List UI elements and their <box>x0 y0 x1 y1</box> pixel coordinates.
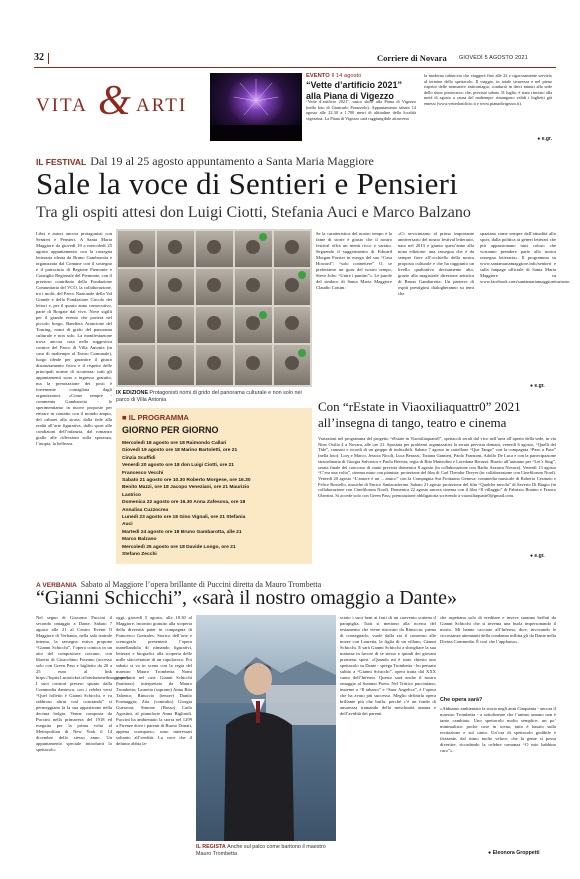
program-item: Domenica 22 agosto ore 16.30 Anna Zafesova, ore 18 <box>122 500 246 506</box>
verbania-column-4b: «Abbiamo ambientato la storia negli anni Cinquanta - ancora il maestro Trombetta - a sottolineare che l’animo umano non è tanto cambiato. Uno spettacolo molto semplice, un po’ minimalista: poche cose in scena, tutto è basato sulla recitazione e sul canto. Un’ora di spettacolo godibile e frizzante, dal ritmo molto veloce, che la gente si possa divertire, ricordando la celebre romanza “O mio babbino caro”». <box>440 706 556 753</box>
festival-column-1: Libri e autori ancora protagonisti con Sentieri e Pensieri. A Santa Maria Maggiore da giovedì 19 a mercoledì 25 agosto appuntamento con la rassegna letteraria ideata da Bruno Gambarotta e organizzata dal Comune con il sostegno e il patrocinio di Regione Piemonte e Consiglio Regionale del Piemonte, con il prezioso contributo della Fondazione Comunitaria del VCO, la collaborazione, tra i molti, del Parco Nazionale della Val Grande e della Fondazione Circolo dei lettori e, per il quarto anno consecutivo, parte di Borgate dal vivo. Nove sigilli per il grande evento che porterà nel piccolo borgo, Bandiera Arancione del Touring, nomi di grido del panorama culturale e non solo. La manifestazione trova ancora casa nella suggestiva cornice del Parco di Villa Antonia (in caso di maltempo al Teatro Comunale), luogo ideale per garantire il giusto distanziamento fisico e il rispetto delle principali norme di sicurezza: tutti gli appuntamenti sono a ingresso gratuito, ma la prenotazione dei posti è fortemente consigliata dagli organizzatori. «Come sempre - commenta Gambarotta - le sperimentiamo in nuove proposte per entrare in contatto con il mondo ampio, del cabaret alla storia, dalla fede alla realtà all’arte figurativa, dallo sport alle condizioni dell’infanzia, dal romanzo giallo alle riflessioni sulla speranza, l’utopia, la bellezza. <box>36 231 112 446</box>
director-photo-caption <box>196 844 336 857</box>
verbania-headline: “Gianni Schicchi”, «sarà il nostro omaggio a Dante» <box>36 587 457 609</box>
verbania-column-1: Nel segno di Giacomo Puccini il secondo omaggio a Dante. Sabato 7 agosto alle 21 al Centro Eventi Il Maggiore di Verbania, nella sala teatrale interna, la rassegna estiva propone “Gianni Schicchi”, l’opera comica in un atto del compositore toscano, con libretto di Gioacchino Forzano (accesso solo con Green Pass e biglietto da 20 a 25 euro al link https://loptix1.mioticket.it/fondazioneilmaggiore/). I suoi creatori presero spunto dalla Commedia dantesca: con i celebri versi “Quel folletto è Gianni Schicchi, e va rabbioso altrui così conciando” si permeggiano fa la sua apparizione nella decima bolgia. Venne composta da Puccini nella primavera del 1918 ed eseguita per la prima volta al Metropolitan di New York il 14 dicembre dello stesso anno. Un appuntamento speciale introdurrà lo spettacolo: <box>36 615 130 752</box>
festival-kicker <box>36 152 556 166</box>
festival-headline: Sale la voce di Sentieri e Pensieri <box>36 166 458 201</box>
event-right-column: la moderna cabinovia che viaggerà fino alle 22 e rigorosamente servizio al termine dello spettacolo. Il viaggio, in totale sicurezza e nel pieno rispetto delle normative anticontagio, condurrà in dieci minuti alla sede dello show pirotecnico che, previsto sabato 31 luglio, è stato rinviato alla metà di agosto a causa del maltempo: rimangono validi i biglietti già emessi (www.vettedartificio.it e www.pianadivigezzo.it). <box>424 73 552 106</box>
verbania-column-4: che aspettano solo di ereditare e invece saranno beffati da Gianni Schicchi che si inventa una burla impersonando il morto. Mi hanno cacciato all’Inferno, dice, invocando le circostanze attenuanti della condanna inflitta gli da Dante nella Divina Commedia. È così che l’applauso». <box>440 615 556 644</box>
fireworks-photo <box>210 73 302 141</box>
section-title-right: ARTI <box>136 95 188 116</box>
event-signature: ● e.gr. <box>537 136 552 142</box>
guest-photo-grid <box>116 229 312 387</box>
verbania-kicker-tag: A VERBANIA <box>36 582 77 589</box>
event-title-line1: “Vette d’artificio 2021” <box>306 80 403 90</box>
restate-body: Variazioni nel programma del progetto “rEstate in Viaoxiliaquattr0”, spettacoli serali dal vivo nell’area all’aperto della sede, in via Nino Oxilia 4 a Novara, alle ore 21. Spostata per problemi organizzativi la serata prevista domani, venerdì 6 agosto, “Quelli del Tide”, canzoni e ricordi di un gruppo di indiscibili. Sabato 7 agosto in cartellone “Que Tango” con la compagnia “Paso a Paso” (nella foto): Lory e Marco, Jessica Nicoli, Luca Berazzi, Tiziana Granieri, Paolo Franzoni, Adolfo De Luca e con la partecipazione straordinaria di Giorgia Salvatico e Paolo Beretta; regia di Rita Matteolini e Loredana Berazzi. Rinvio all’autunno per “Let’s Sing”, serata finale del concorso di canto prevista domenica 8 agosto (in collaborazione con Radio Azzurra Novara). Venerdì 13 agosto “C’era una volta”, cinema muto con pianista: proiezione del film di Carl Theodor Dreyer (in collaborazione con Cinefilorum Nord). Venerdì 20 agosto “L’amore è un ... amico” con la Compagnia Sui Frottanno Genova: commedia musicale di Roberto Cesinzio e Felice Rossello, musiche di Enrico Santacatterina. Sabato 21 agosto proiezione del film “Qualche nuvola” di Saverio Di Biagio (in collaborazione con Cinefilorum Nord). Domenica 22 agosto ancora cinema con il film “Il villaggio” di Fabrizio Bonino e Franco Ubertini. Si accede solo con Green Pass; prenotazione obbligatoria scrivendo a viaoxiliaquattr0@gmail.com. <box>318 436 556 499</box>
festival-subheadline: Tra gli ospiti attesi don Luigi Ciotti, Stefania Auci e Marco Balzano <box>36 204 471 221</box>
header-divider <box>48 53 49 64</box>
restate-headline-line2: all’insegna di tango, teatro e cinema <box>318 415 507 430</box>
newspaper-name: Corriere di Novara <box>377 53 447 63</box>
festival-kicker-tag: IL FESTIVAL <box>36 157 87 167</box>
verbania-kicker <box>36 574 556 589</box>
director-photo-graphic <box>196 615 336 841</box>
program-item: Giovedì 19 agosto ore 18 Marino Bartoletti, ore 21 <box>122 448 238 454</box>
program-item: Sabato 21 agosto ore 10.30 Roberto Morgese, ore 16.30 <box>122 478 251 484</box>
program-item: Auci <box>122 522 133 528</box>
program-item: Venerdì 20 agosto ore 18 don Luigi Ciotti, ore 21 <box>122 463 234 469</box>
festival-column-3: «Ci avviciniamo al primo importante anniversario del nostro festival letterario, nato nel 2013 e giunto quest’anno alla nona edizione: una rassegna che è da sempre fiore all’occhiello della nostra proposta culturale e che ha raggiunto un livello qualitativo decisamente alto, grazie alla magistrale direzione artistica di Bruno Gambarotta. Un parterre di ospiti prestigiosi dialogheranno su temi che <box>398 231 474 296</box>
program-title: GIORNO PER GIORNO <box>122 425 219 435</box>
festival-kicker-text: Dal 19 al 25 agosto appuntamento a Santa Maria Maggiore <box>90 154 374 168</box>
section-title <box>36 79 206 127</box>
restate-headline-line1: Con “rEstate in Viaoxiliaquattr0” 2021 <box>318 399 521 414</box>
festival-column-4: spaziano come sempre dall’attualità allo sport, dalla politica ai generi letterari che più appassionano tutti coloro che vorranno prendere parte alla nostra rassegna letteraria». Il programma su www.santamariamaggiore.info/sentieri e sulla fanpage ufficiale di Santa Maria Maggiore su www.facebook.com/santamariamaggioreturismo. <box>480 231 571 284</box>
program-item: Benito Mazzi, ore 18 Jacopo Veneziani, ore 21 Maurizio <box>122 485 250 491</box>
program-list <box>122 440 308 559</box>
fireworks-graphic <box>210 73 302 141</box>
program-item: Stefano Zecchi <box>122 552 157 558</box>
program-item: Marco Balzano <box>122 537 157 543</box>
page-header <box>34 52 556 66</box>
event-tag: EVENTO <box>306 73 330 79</box>
guest-photo-caption-tag: IX EDIZIONE <box>116 390 149 396</box>
verbania-subhead: Che opera sarà? <box>440 697 483 703</box>
header-rule <box>34 67 556 68</box>
program-bullet-icon: ■ <box>122 413 127 422</box>
program-box <box>116 408 312 564</box>
director-photo-caption-tag: IL REGISTA <box>196 844 226 850</box>
header-date: GIOVEDÌ 5 AGOSTO 2021 <box>459 55 528 61</box>
program-item: Cinzia Scaffidi <box>122 455 156 461</box>
festival-column-2: Se la caratteristica del nostro tempo è la fame di storie è giusto che il nostro festival offra un menù ricco e variato. Seguendo il suggerimento di Edward Morgan Forster in esergo del suo “Casa Howard”: “solo connettere” O, se preferiamo un guru del nostro tempo, Steve Jobs: “Unire i puntini”». Le parole del sindaco di Santa Maria Maggiore Claudio Cottini: <box>316 231 392 290</box>
program-item: Martedì 24 agosto ore 18 Bruno Gambarotta, alle 21 <box>122 529 242 535</box>
verbania-kicker-text: Sabato al Maggiore l’opera brillante di Puccini diretta da Mauro Trombetta <box>80 580 322 589</box>
program-item: Lunedì 23 agosto ore 18 Gino Vignali, ore 21 Stefania <box>122 515 246 521</box>
section-title-amp: & <box>98 78 131 124</box>
page-number: 32 <box>34 52 44 63</box>
guest-photo-caption-text: Protagonisti nomi di grido del panorama culturale e non solo nel parco di Villa Antonia <box>116 390 302 403</box>
director-photo <box>196 615 336 841</box>
verbania-signature: ● Eleonora Groppetti <box>488 850 540 856</box>
guest-photo-grid-graphic <box>116 229 312 387</box>
program-item: Lastrico <box>122 492 142 498</box>
section-title-left: VITA <box>36 95 88 116</box>
event-title-line2: alla Piana di Vigezzo <box>306 90 394 101</box>
guest-photo-caption <box>116 390 312 403</box>
verbania-column-2: oggi, giovedì 5 agosto, alle 18.30 al Maggiore, incontro gratuito alla scoperta della diversità pater in compagnia di Francesco Gonzales. Storico dell’arte e scenografo presenterà l’opera inanellandola di ritmando figurativi, letterari e biografici alla scoperta delle mille sfaccettature di un capolavoro. Poi sabato si va in scena con la regia del maestro Mauro Trombetta. Nomi importanti nel cast: Gianni Schicchi (baritono) interpretato da Mauro Trombetta; Lauretta (soprano) Anna Rita Taliento; Rinuccio (tenore) Danilo Formaggia; Zita (contralto) Giorgia Guerzoni; Simone (Basso) Carlo Agostini, al pianoforte Anna Bigliardi. Puccini ha ambientato la storia nel 1299 a Firenze dove i parenti di Buoso Donati, appena scomparso, sono interessati soltanto all’eredità. La voce che il defunto abbia la- <box>116 615 192 746</box>
festival-signature: ● e.gr. <box>530 383 545 389</box>
program-item: Mercoledì 25 agosto ore 18 Davide Longo, ore 21 <box>122 544 236 550</box>
verbania-column-3: sciato i suoi beni ai frati di un convento scatena il parapiglia. Tutti si mettono alla ricerca del testamento che viene ritrovato da Rinuccio; prima di consegnarlo, vuole dalla zia il consenso alle nozze con Lauretta, la figlia di un villano, Gianni Schicchi. E sarà Gianni Schicchi a sbrogliare la sua matassa in favore di se stesso e quindi dei giovani promessi sposi. «Quando mi è stato chiesto uno spettacolo su Dante - spiega Trombetta - ho pensato subito a “Gianni Schicchi”, opera tratta dal XXX canto dell’Inferno. Questo sarà anche il nostro omaggio al Sommo Poeta. Nel Trittico pucciniano, insieme a “Il tabarro” e “Suor Angelica”, è l’opera che ha avuto più successo. Meglio definirla opera brillante più che buffa, perché c’è un fondo di amarezza tramando della meschinità umana e dell’avidità dei parenti <box>340 615 436 716</box>
event-date: Il 14 agosto <box>331 73 362 79</box>
event-body: “Vette d’artificio 2021”, unico show alla Piana di Vigezzo (nella foto di Giancarlo Parazzolo). Appuntamento sabato 14 agosto alle 22.30 a 1.700 metri di altitudine della località vigezzina. La Piana di Vigezzo sarà raggiungibile attraverso <box>306 99 416 121</box>
program-item: Francesco Vecchi <box>122 470 164 476</box>
restate-signature: ● e.gr. <box>530 553 545 559</box>
program-item: Annalisa Cuzzocrea <box>122 507 169 513</box>
director-photo-caption-text: Anche sul palco come baritono il maestro Mauro Trombetta <box>196 844 326 857</box>
event-box <box>306 73 556 143</box>
program-item: Mercoledì 18 agosto ore 18 Raimondo Callari <box>122 441 227 446</box>
program-kicker: IL PROGRAMMA <box>128 413 189 422</box>
